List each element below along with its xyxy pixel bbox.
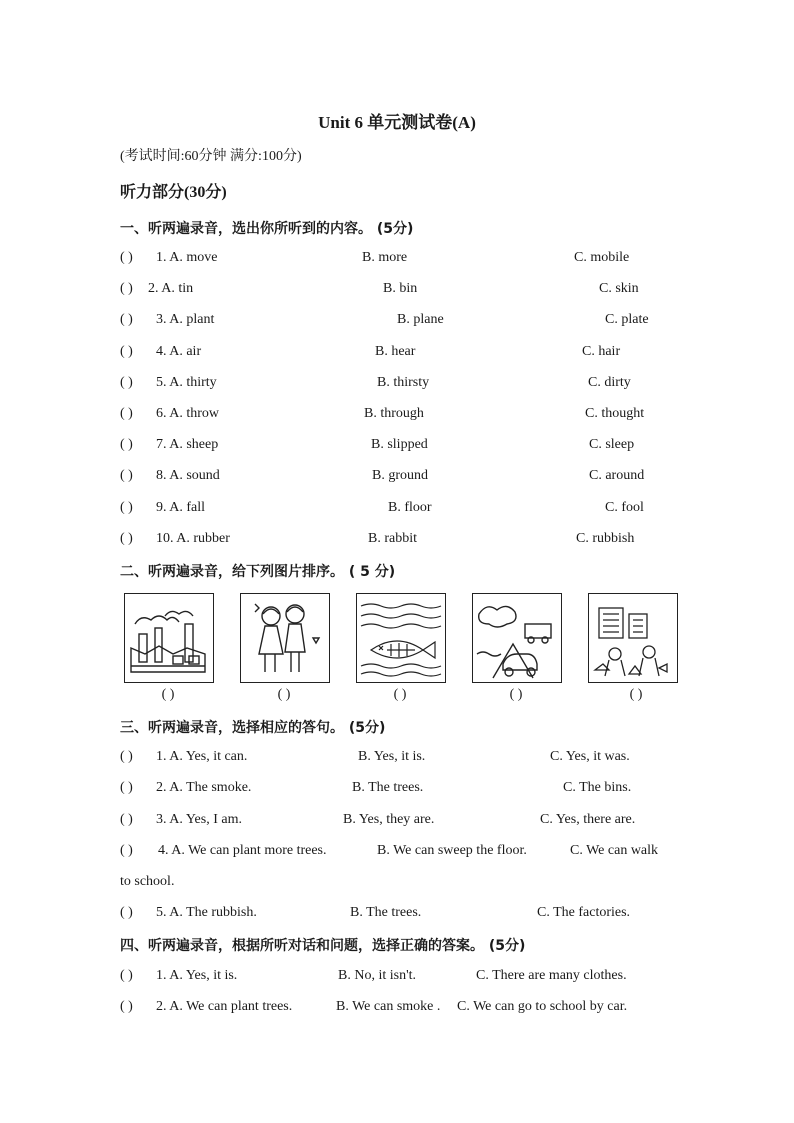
section-1-heading: 一、听两遍录音，选出你所听到的内容。 (5分): [120, 221, 414, 237]
part-heading: 听力部分(30分): [120, 184, 227, 201]
q4-item-1: ( ) 1. A. Yes, it is. B. No, it isn't. C. There are many clothes.: [120, 968, 627, 983]
section-4-heading: 四、听两遍录音，根据所听对话和问题，选择正确的答案。 (5分): [120, 938, 526, 954]
q4-item-2: ( ) 2. A. We can plant trees. B. We can smoke . C. We can go to school by car.: [120, 999, 628, 1014]
q3-item-1: ( ) 1. A. Yes, it can. B. Yes, it is. C. Yes, it was.: [120, 749, 630, 764]
section-2-heading: 二、听两遍录音，给下列图片排序。 ( 5 分): [120, 564, 396, 580]
q1-item-3: ( ) 3. A. plant B. plane C. plate: [120, 312, 649, 327]
pic-1-answer[interactable]: ( ): [161, 687, 175, 702]
q3-item-2: ( ) 2. A. The smoke. B. The trees. C. The bins.: [120, 780, 632, 795]
q1-item-2: ( ) 2. A. tin B. bin C. skin: [120, 281, 639, 296]
q1-item-7: ( ) 7. A. sheep B. slipped C. sleep: [120, 437, 635, 452]
children-walking-icon: [240, 593, 330, 683]
rubbish-street-icon: [588, 593, 678, 683]
q3-item-4-continuation: to school.: [120, 874, 175, 889]
page-title: Unit 6 单元测试卷(A): [318, 113, 476, 132]
q3-item-5: ( ) 5. A. The rubbish. B. The trees. C. The factories.: [120, 905, 631, 920]
q1-item-5: ( ) 5. A. thirty B. thirsty C. dirty: [120, 375, 631, 390]
pic-3-answer[interactable]: ( ): [393, 687, 407, 702]
q1-item-10: ( ) 10. A. rubber B. rabbit C. rubbish: [120, 531, 635, 546]
q1-item-6: ( ) 6. A. throw B. through C. thought: [120, 406, 645, 421]
pic-4-answer[interactable]: ( ): [509, 687, 523, 702]
pic-5-answer[interactable]: ( ): [629, 687, 643, 702]
q1-item-4: ( ) 4. A. air B. hear C. hair: [120, 344, 621, 359]
pic-2-answer[interactable]: ( ): [277, 687, 291, 702]
dead-fish-icon: [356, 593, 446, 683]
picture-row: [124, 593, 684, 703]
q1-item-8: ( ) 8. A. sound B. ground C. around: [120, 468, 645, 483]
section-3-heading: 三、听两遍录音，选择相应的答句。 (5分): [120, 720, 386, 736]
car-exhaust-icon: [472, 593, 562, 683]
q3-item-4: ( ) 4. A. We can plant more trees. B. We can sweep the floor. C. We can walk: [120, 843, 659, 858]
factory-smoke-icon: [124, 593, 214, 683]
exam-info: (考试时间:60分钟 满分:100分): [120, 149, 302, 164]
q3-item-3: ( ) 3. A. Yes, I am. B. Yes, they are. C. Yes, there are.: [120, 812, 636, 827]
q1-item-1: ( ) 1. A. move B. more C. mobile: [120, 250, 630, 265]
q1-item-9: ( ) 9. A. fall B. floor C. fool: [120, 500, 644, 515]
